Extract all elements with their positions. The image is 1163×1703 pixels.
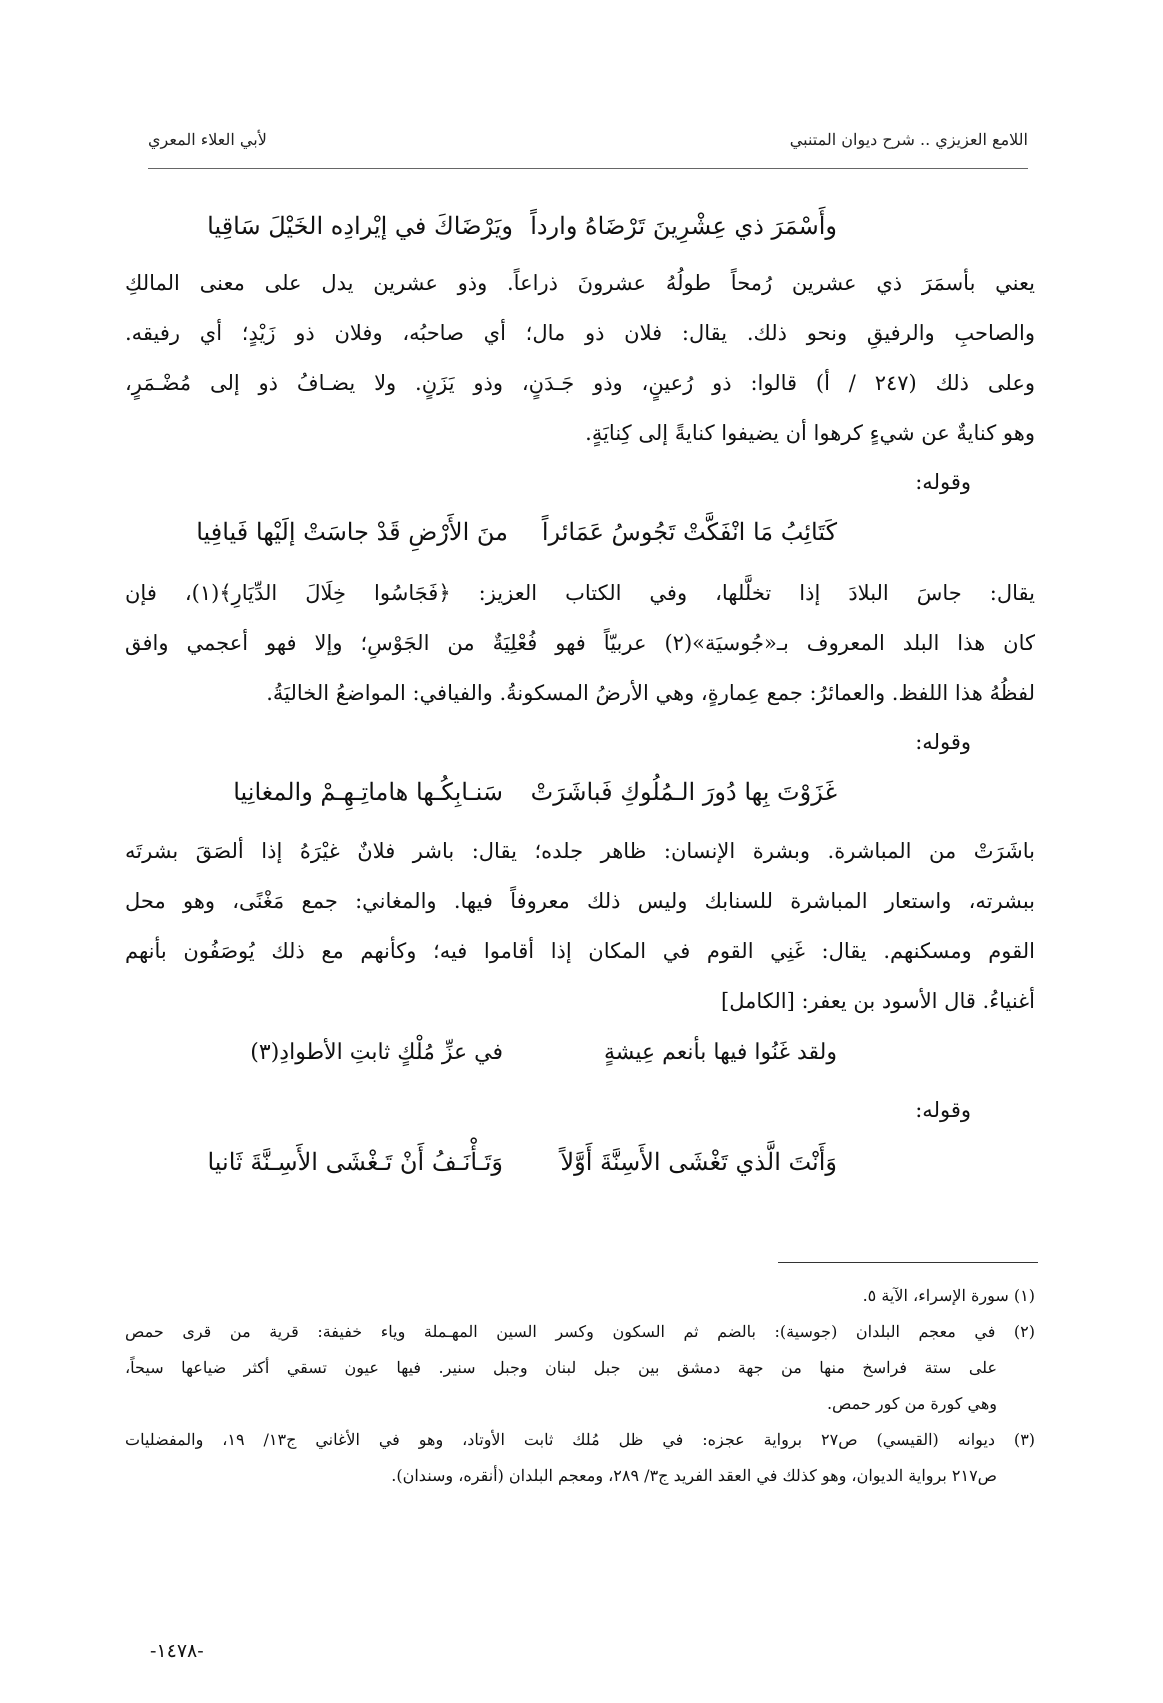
verse-5-second-hemistich: وَتَـأْنَـفُ أَنْ تَـغْشَى الأَسِـنَّةَ ثَانيا (207, 1148, 503, 1176)
verse-4-second-hemistich: في عزِّ مُلْكٍ ثابتِ الأطوادِ(٣) (250, 1040, 503, 1065)
paragraph-2-line-1: يقال: جاسَ البلادَ إذا تخلَّلها، وفي الكتاب العزيز: ﴿فَجَاسُوا خِلَالَ الدِّيَارِ﴾(١)، فإن (125, 581, 1035, 605)
header-book-title: اللامع العزيزي .. شرح ديوان المتنبي (789, 130, 1028, 149)
header-divider (148, 168, 1028, 169)
paragraph-2-line-2: كان هذا البلد المعروف بـ«جُوسيَة»(٢) عربيّاً فهو فُعْلِيَةٌ من الجَوْسِ؛ وإلا فهو أعجمي وافق (125, 631, 1036, 655)
paragraph-3-line-3: القوم ومسكنهم. يقال: غَنِي القوم في المكان إذا أقاموا فيه؛ وكأنهم مع ذلك يُوصَفُون بأنهم (125, 939, 1035, 963)
footnote-2-line-2: على ستة فراسخ منها من جهة دمشق بين جبل لبنان وجبل سنير. فيها عيون تسقي أكثر ضياعها سيحاً، (125, 1358, 997, 1377)
footnote-3-line-1: (٣) ديوانه (القيسي) ص٢٧ برواية عجزه: في ظل مُلك ثابت الأوتاد، وهو في الأغاني ج١٣/ ١٩، والمفضليات (125, 1430, 1036, 1449)
paragraph-1-line-4: وهو كنايةٌ عن شيءٍ كرهوا أن يضيفوا كنايةً إلى كِنايَةٍ. (585, 421, 1035, 445)
verse-3-second-hemistich: سَنـابِكُـها هاماتِـهِـمْ والمغانِيا (233, 778, 503, 806)
commentary-paragraph-1 (125, 258, 1035, 458)
paragraph-3-line-1: باشَرَتْ من المباشرة. وبشرة الإنسان: ظاهر جلده؛ يقال: باشر فلانٌ غيْرَهُ إذا ألصَقَ بشرتَه (125, 839, 1035, 863)
paragraph-3-line-4: أغنياءُ. قال الأسود بن يعفر: [الكامل] (721, 989, 1035, 1013)
footnote-divider (778, 1262, 1038, 1263)
commentary-paragraph-2 (125, 568, 1035, 718)
running-header (148, 130, 1028, 149)
verse-3 (0, 778, 1163, 814)
verse-4-quoted (0, 1040, 1163, 1076)
page-number: -١٤٧٨- (150, 1640, 204, 1662)
paragraph-1-line-1: يعني بأسمَرَ ذي عشرين رُمحاً طولُهُ عشرونَ ذراعاً. وذو عشرين يدل على معنى المالكِ (125, 271, 1035, 295)
verse-2 (0, 518, 1163, 554)
paragraph-2-line-3: لفظُهُ هذا اللفظ. والعمائرُ: جمع عِمارةٍ، وهي الأرضُ المسكونةُ. والفيافي: المواضعُ الخاليَةُ. (266, 681, 1035, 705)
paragraph-1-line-2: والصاحبِ والرفيقِ ونحو ذلك. يقال: فلان ذو مال؛ أي صاحبُه، وفلان ذو زَيْدٍ؛ أي رفيقه. (125, 321, 1035, 345)
qawluh-label-1: وقوله: (915, 470, 971, 494)
qawluh-label-2: وقوله: (915, 730, 971, 754)
paragraph-1-line-3: وعلى ذلك (٢٤٧ / أ) قالوا: ذو رُعينٍ، وذو جَـدَنٍ، وذو يَزَنٍ. ولا يضـافُ ذو إلى مُضْـمَرٍ، (125, 371, 1035, 395)
footnotes (125, 1278, 1035, 1494)
verse-1 (0, 212, 1163, 248)
qawluh-label-3: وقوله: (915, 1098, 971, 1122)
verse-2-first-hemistich: كَتَائِبُ مَا انْفَكَّتْ تَجُوسُ عَمَائراً (541, 518, 837, 546)
verse-1-first-hemistich: وأَسْمَرَ ذي عِشْرِينَ تَرْضَاهُ وارداً (530, 212, 837, 240)
verse-1-second-hemistich: ويَرْضَاكَ في إيْرادِه الخَيْلَ سَاقِيا (207, 212, 513, 240)
footnote-1: (١) سورة الإسراء، الآية ٥. (862, 1286, 1035, 1305)
paragraph-3-line-2: ببشرته، واستعار المباشرة للسنابك وليس ذلك معروفاً فيها. والمغاني: جمع مَغْنًى، وهو محل (125, 889, 1035, 913)
footnote-2-line-1: (٢) في معجم البلدان (جوسية): بالضم ثم السكون وكسر السين المهـملة وياء خفيفة: قرية من قرى حمص (125, 1322, 1035, 1341)
commentary-paragraph-3 (125, 826, 1035, 1026)
verse-4-first-hemistich: ولقد غَنُوا فيها بأنعم عِيشةٍ (604, 1040, 837, 1065)
verse-3-first-hemistich: غَزَوْتَ بِها دُورَ الـمُلُوكِ فَباشَرَتْ (530, 778, 837, 806)
verse-5-first-hemistich: وَأَنْتَ الَّذي تَغْشَى الأَسِنَّةَ أَوَّلاً (560, 1148, 837, 1176)
footnote-3-line-2: ص٢١٧ برواية الديوان، وهو كذلك في العقد الفريد ج٣/ ٢٨٩، ومعجم البلدان (أنقره، وسندان). (391, 1466, 997, 1485)
verse-2-second-hemistich: منَ الأَرْضِ قَدْ جاسَتْ إلَيْها فَيافِيا (196, 518, 508, 546)
header-author: لأبي العلاء المعري (148, 130, 267, 149)
footnote-2-line-3: وهي كورة من كور حمص. (826, 1394, 997, 1413)
verse-5 (0, 1148, 1163, 1184)
